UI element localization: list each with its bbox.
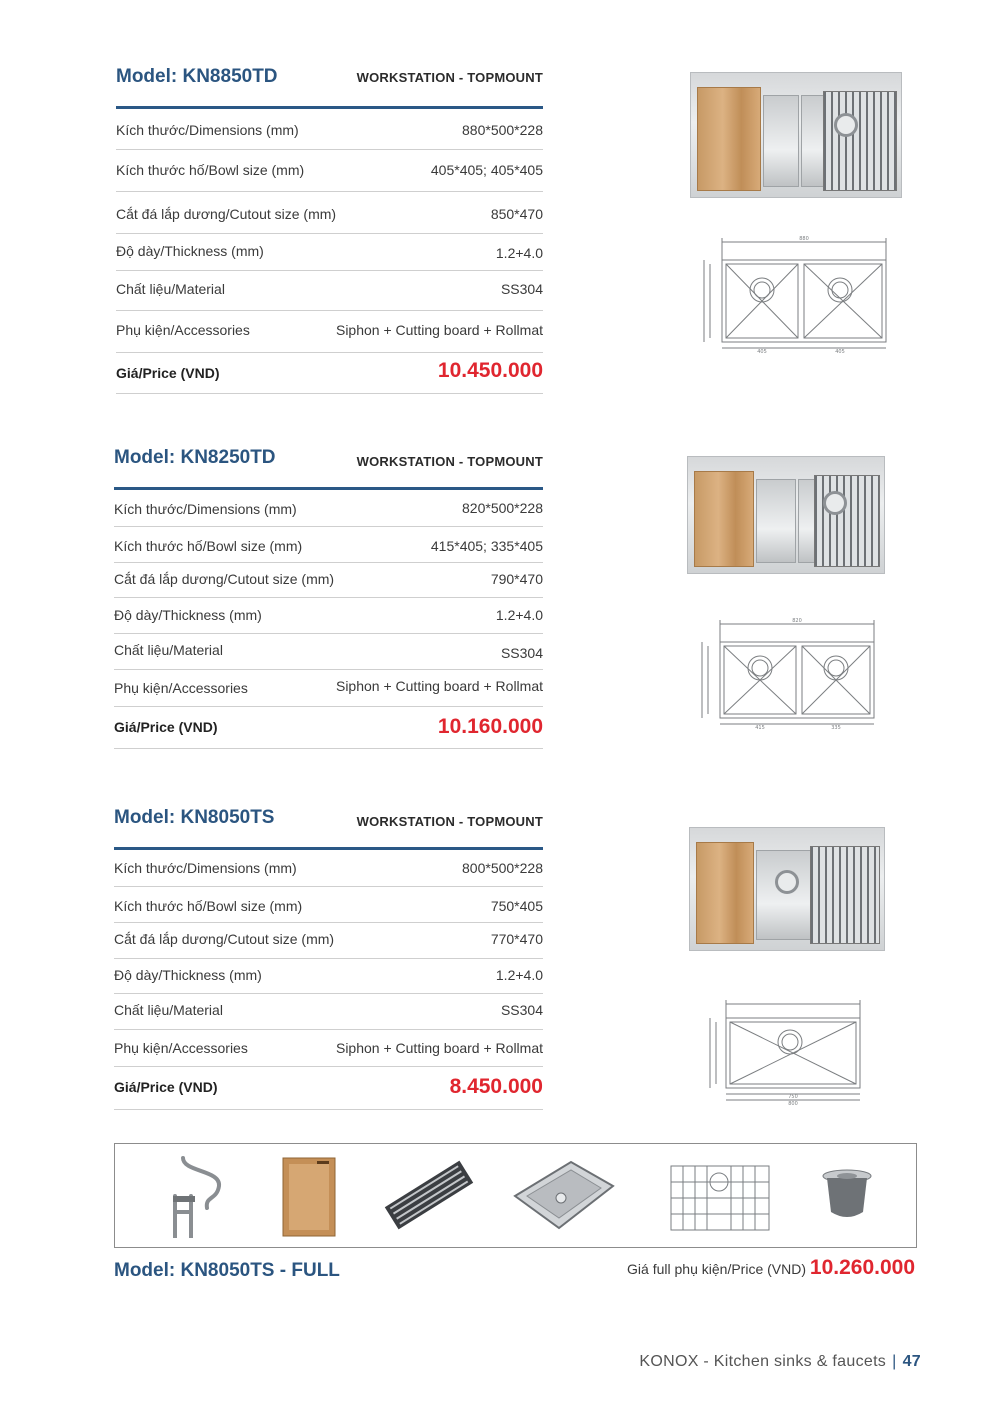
spec-row: Kích thước/Dimensions (mm) 800*500*228 [114, 850, 543, 887]
rollmat [810, 846, 880, 944]
full-set-model-title: Model: KN8050TS - FULL [114, 1260, 340, 1281]
product-kn8250td [114, 447, 543, 749]
spec-row: Độ dày/Thickness (mm) 1.2+4.0 [114, 959, 543, 994]
cutting-board [697, 87, 761, 191]
product-type: WORKSTATION - TOPMOUNT [356, 70, 543, 85]
sink-photo-kn8250td [687, 456, 885, 574]
spec-row: Kích thước hố/Bowl size (mm) 405*405; 405*405 [116, 150, 543, 192]
drain-strainer-icon [819, 1152, 875, 1238]
full-set-price-label: Giá full phụ kiện/Price (VND) [627, 1261, 806, 1277]
technical-drawing-kn8250td [694, 612, 884, 730]
price-row: Giá/Price (VND) 10.450.000 [116, 353, 543, 394]
price-value: 8.450.000 [449, 1075, 543, 1098]
sink-bowl [756, 479, 796, 563]
cutting-board [694, 471, 754, 567]
svg-text:880: 880 [799, 236, 809, 242]
model-title: Model: KN8850TD [116, 66, 278, 87]
technical-drawing-kn8850td [694, 232, 896, 354]
svg-text:405: 405 [835, 349, 845, 354]
product-type: WORKSTATION - TOPMOUNT [356, 814, 543, 829]
full-set-price-value: 10.260.000 [809, 1256, 915, 1279]
spec-row: Độ dày/Thickness (mm) 1.2+4.0 [116, 234, 543, 271]
footer-separator: | [892, 1353, 897, 1370]
product-header [114, 807, 543, 850]
rollmat-icon [381, 1152, 477, 1238]
model-title: Model: KN8050TS [114, 807, 275, 828]
spec-row: Kích thước/Dimensions (mm) 880*500*228 [116, 109, 543, 150]
technical-drawing-kn8050ts [702, 994, 878, 1106]
product-type: WORKSTATION - TOPMOUNT [356, 454, 543, 469]
full-set-price [627, 1256, 915, 1280]
drain-icon [775, 870, 799, 894]
page-footer [639, 1353, 921, 1371]
spec-row: Phụ kiện/Accessories Siphon + Cutting board + Rollmat [116, 311, 543, 353]
spec-row: Cắt đá lắp dương/Cutout size (mm) 790*470 [114, 563, 543, 598]
price-row: Giá/Price (VND) 10.160.000 [114, 707, 543, 749]
svg-text:750: 750 [788, 1094, 798, 1100]
rollmat [814, 475, 880, 567]
spec-row: Phụ kiện/Accessories Siphon + Cutting board + Rollmat [114, 670, 543, 707]
rollmat [823, 91, 897, 191]
spec-row: Kích thước/Dimensions (mm) 820*500*228 [114, 490, 543, 527]
cutting-board [696, 842, 754, 944]
svg-text:405: 405 [757, 349, 767, 354]
siphon-icon [161, 1152, 231, 1238]
footer-brand: KONOX - Kitchen sinks & faucets [639, 1353, 887, 1370]
spec-row: Chất liệu/Material SS304 [114, 994, 543, 1030]
spec-row: Chất liệu/Material SS304 [116, 271, 543, 311]
cutting-board-icon [281, 1152, 337, 1238]
product-header [114, 447, 543, 490]
accessories-strip [114, 1143, 917, 1248]
product-kn8050ts [114, 807, 543, 1110]
price-value: 10.450.000 [437, 359, 543, 382]
price-value: 10.160.000 [437, 715, 543, 738]
svg-text:820: 820 [792, 618, 802, 624]
spec-row: Chất liệu/Material SS304 [114, 634, 543, 670]
page-number: 47 [902, 1353, 921, 1370]
sink-photo-kn8050ts [689, 827, 885, 951]
spec-row: Cắt đá lắp dương/Cutout size (mm) 850*470 [116, 192, 543, 234]
colander-basket-icon [509, 1152, 619, 1238]
bottom-grid-icon [667, 1152, 773, 1238]
product-kn8850td [116, 66, 543, 394]
model-title: Model: KN8250TD [114, 447, 276, 468]
svg-text:800: 800 [788, 1101, 798, 1106]
spec-row: Độ dày/Thickness (mm) 1.2+4.0 [114, 598, 543, 634]
drain-icon [823, 491, 847, 515]
svg-text:415: 415 [755, 725, 765, 730]
spec-row: Kích thước hố/Bowl size (mm) 415*405; 335*405 [114, 527, 543, 563]
sink-photo-kn8850td [690, 72, 902, 198]
spec-row: Cắt đá lắp dương/Cutout size (mm) 770*470 [114, 923, 543, 959]
svg-text:335: 335 [831, 725, 841, 730]
sink-bowl [763, 95, 799, 187]
drain-icon [834, 113, 858, 137]
product-header [116, 66, 543, 109]
spec-row: Kích thước hố/Bowl size (mm) 750*405 [114, 887, 543, 923]
spec-row: Phụ kiện/Accessories Siphon + Cutting board + Rollmat [114, 1030, 543, 1067]
price-row: Giá/Price (VND) 8.450.000 [114, 1067, 543, 1110]
